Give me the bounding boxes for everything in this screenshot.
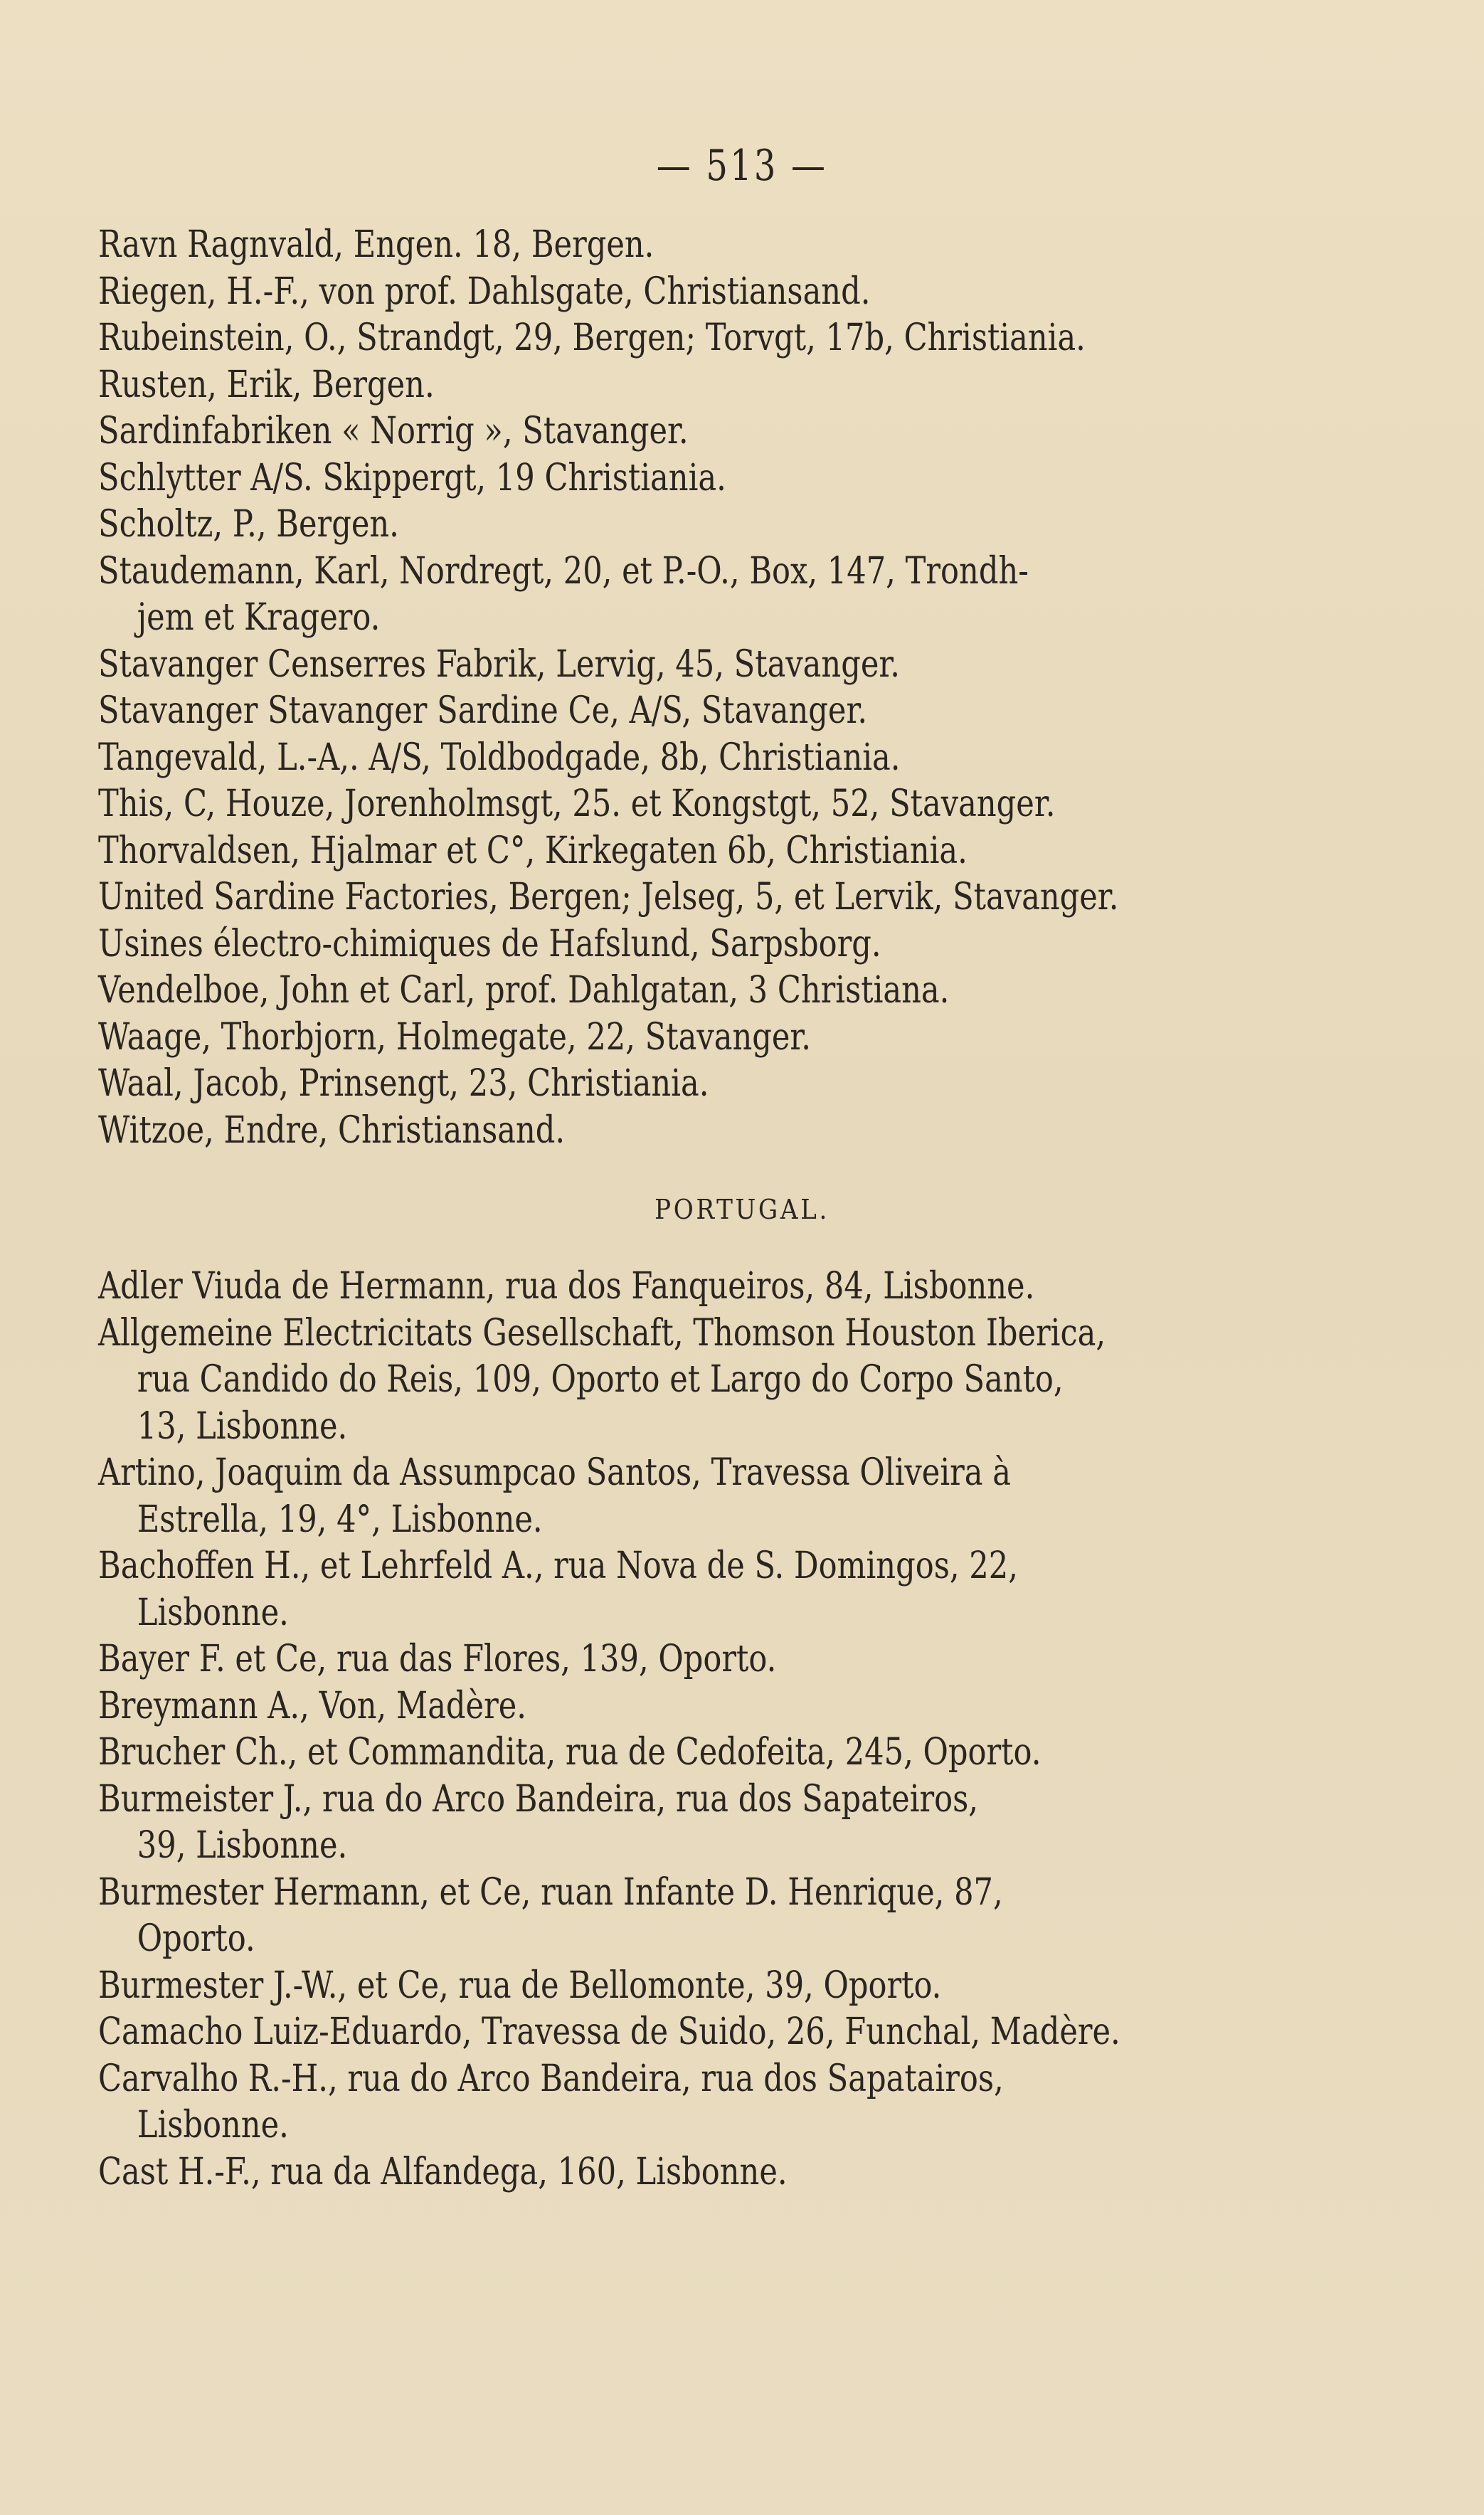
entry-line: Ravn Ragnvald, Engen. 18, Bergen.	[98, 223, 654, 266]
entry-line: Vendelboe, John et Carl, prof. Dahlgatan, 3 Christiana.	[98, 969, 950, 1012]
entry-line: Witzoe, Endre, Christiansand.	[98, 1108, 566, 1152]
entry-line: Riegen, H.-F., von prof. Dahlsgate, Christiansand.	[98, 270, 871, 313]
entry-continuation-line: Lisbonne.	[137, 1591, 289, 1634]
directory-entry	[98, 968, 1184, 1015]
directory-entry	[98, 735, 1184, 782]
directory-entry	[98, 315, 1184, 362]
entry-continuation-line: 13, Lisbonne.	[137, 1404, 348, 1448]
directory-entry	[98, 1777, 1184, 1870]
directory-entry	[98, 362, 1184, 409]
directory-entry	[98, 269, 1184, 316]
entry-line: Artino, Joaquim da Assumpcao Santos, Travessa Oliveira à	[98, 1451, 1011, 1494]
directory-entry	[98, 688, 1184, 735]
directory-entry	[98, 1543, 1184, 1636]
entry-continuation-line: rua Candido do Reis, 109, Oporto et Largo do Corpo Santo,	[137, 1358, 1064, 1401]
entry-line: Stavanger Stavanger Sardine Ce, A/S, Stavanger.	[98, 689, 868, 732]
entry-line: Rubeinstein, O., Strandgt, 29, Bergen; Torvgt, 17b, Christiania.	[98, 317, 1086, 359]
entry-line: Bachoffen H., et Lehrfeld A., rua Nova de S. Domingos, 22,	[98, 1545, 1018, 1587]
entry-continuation-line: Estrella, 19, 4°, Lisbonne.	[137, 1498, 543, 1541]
entry-line: Staudemann, Karl, Nordregt, 20, et P.-O., Box, 147, Trondh-	[98, 549, 1029, 593]
entry-line: Burmester Hermann, et Ce, ruan Infante D. Henrique, 87,	[98, 1870, 1003, 1914]
directory-entry	[98, 1870, 1184, 1963]
entry-line: Rusten, Erik, Bergen.	[98, 363, 435, 406]
entry-line: Sardinfabriken « Norrig », Stavanger.	[98, 410, 689, 452]
entry-line: Burmester J.-W., et Ce, rua de Bellomonte, 39, Oporto.	[98, 1964, 942, 2007]
directory-entry	[98, 1311, 1184, 1451]
directory-entry	[98, 1450, 1184, 1543]
directory-entry	[98, 2009, 1184, 2056]
entry-line: Carvalho R.-H., rua do Arco Bandeira, rua dos Sapatairos,	[98, 2057, 1004, 2100]
entry-line: Brucher Ch., et Commandita, rua de Cedofeita, 245, Oporto.	[98, 1731, 1042, 1774]
entry-line: Usines électro-chimiques de Hafslund, Sarpsborg.	[98, 922, 881, 965]
directory-entry	[98, 502, 1184, 549]
entry-line: United Sardine Factories, Bergen; Jelseg, 5, et Lervik, Stavanger.	[98, 876, 1119, 918]
entry-line: Bayer F. et Ce, rua das Flores, 139, Oporto.	[98, 1638, 777, 1680]
entry-line: Stavanger Censerres Fabrik, Lervig, 45, Stavanger.	[98, 642, 900, 686]
directory-entry	[98, 828, 1184, 875]
page-number: — 513 —	[656, 141, 828, 191]
entry-line: Burmeister J., rua do Arco Bandeira, rua dos Sapateiros,	[98, 1777, 979, 1821]
entry-line: Waal, Jacob, Prinsengt, 23, Christiania.	[98, 1062, 709, 1105]
entry-continuation-line: Oporto.	[137, 1917, 255, 1960]
directory-entry	[98, 1061, 1184, 1108]
entry-continuation-line: Lisbonne.	[137, 2104, 289, 2146]
directory-entry	[98, 455, 1184, 502]
directory-entry	[98, 781, 1184, 828]
entry-line: Cast H.-F., rua da Alfandega, 160, Lisbonne.	[98, 2150, 788, 2193]
section-heading-portugal: PORTUGAL.	[654, 1194, 830, 1225]
entry-line: This, C, Houze, Jorenholmsgt, 25. et Kongstgt, 52, Stavanger.	[98, 783, 1056, 825]
entry-line: Scholtz, P., Bergen.	[98, 503, 399, 546]
directory-entry	[98, 1015, 1184, 1061]
directory-entry	[98, 1963, 1184, 2010]
entry-line: Camacho Luiz-Eduardo, Travessa de Suido, 26, Funchal, Madère.	[98, 2011, 1120, 2053]
directory-entry	[98, 1683, 1184, 1730]
directory-entry	[98, 921, 1184, 968]
directory-entry	[98, 1264, 1184, 1311]
directory-entry	[98, 222, 1184, 269]
entry-line: Tangevald, L.-A,. A/S, Toldbodgade, 8b, Christiania.	[98, 736, 901, 779]
norway-directory-list	[98, 222, 1407, 1154]
directory-entry	[98, 874, 1184, 921]
entry-line: Breymann A., Von, Madère.	[98, 1684, 526, 1727]
directory-entry	[98, 408, 1184, 455]
directory-entry	[98, 549, 1184, 642]
entry-line: Thorvaldsen, Hjalmar et C°, Kirkegaten 6b, Christiania.	[98, 829, 968, 872]
entry-line: Schlytter A/S. Skippergt, 19 Christiania.	[98, 456, 726, 499]
portugal-directory-list	[98, 1264, 1407, 2196]
directory-entry	[98, 1108, 1184, 1155]
entry-line: Adler Viuda de Hermann, rua dos Fanqueiros, 84, Lisbonne.	[98, 1265, 1035, 1308]
entry-continuation-line: jem et Kragero.	[137, 596, 381, 639]
entry-line: Allgemeine Electricitats Gesellschaft, Thomson Houston Iberica,	[98, 1311, 1106, 1355]
directory-entry	[98, 1636, 1184, 1683]
directory-entry	[98, 2056, 1184, 2149]
directory-entry	[98, 642, 1184, 689]
entry-line: Waage, Thorbjorn, Holmegate, 22, Stavanger.	[98, 1015, 812, 1059]
directory-entry	[98, 2149, 1184, 2196]
entry-continuation-line: 39, Lisbonne.	[137, 1824, 348, 1867]
directory-entry	[98, 1730, 1184, 1777]
